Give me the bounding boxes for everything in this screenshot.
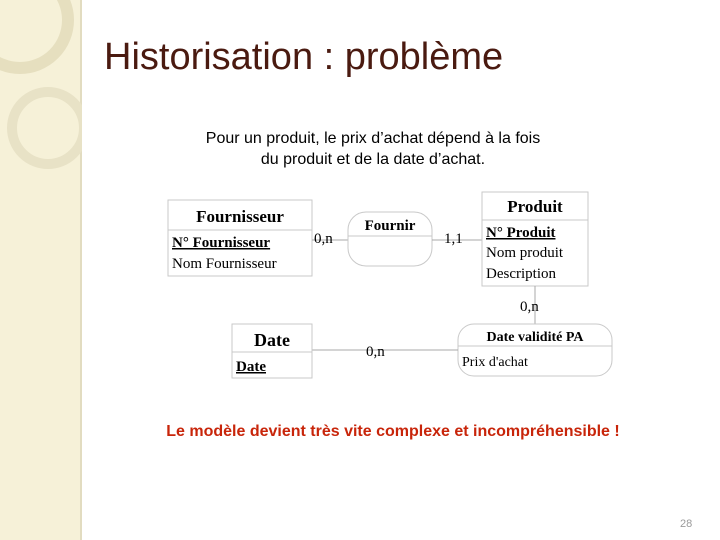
entity-fournisseur-attribute: Nom Fournisseur: [172, 256, 277, 272]
slide-title: Historisation : problème: [104, 36, 504, 78]
subtitle-line-1: Pour un produit, le prix d’achat dépend à la fois: [205, 130, 541, 147]
entity-produit-key: N° Produit: [486, 225, 556, 241]
entity-fournisseur-name: Fournisseur: [196, 207, 284, 226]
subtitle-line-2: du produit et de la date d’achat.: [260, 151, 486, 168]
entity-fournisseur-key: N° Fournisseur: [172, 235, 271, 251]
decorative-circles: [0, 0, 82, 200]
entity-produit: [482, 192, 588, 286]
slide-subtitle: [140, 128, 606, 170]
association-date-validite-name: Date validité PA: [486, 330, 584, 345]
association-fournir: [348, 212, 432, 266]
entity-produit-attribute-1: Nom produit: [486, 245, 564, 261]
entity-fournisseur: [168, 200, 312, 276]
cardinality-produit-date-validite: 0,n: [520, 299, 539, 315]
association-date-validite-pa: [458, 324, 612, 376]
association-fournir-name: Fournir: [364, 218, 416, 234]
entity-produit-name: Produit: [507, 197, 563, 216]
mcd-diagram: [160, 190, 630, 390]
cardinality-fournisseur-fournir: 0,n: [314, 231, 333, 247]
page-number: 28: [680, 518, 693, 530]
entity-date-name: Date: [254, 330, 290, 350]
cardinality-fournir-produit: 1,1: [444, 231, 463, 247]
entity-date-key: Date: [236, 359, 266, 375]
entity-produit-attribute-2: Description: [486, 266, 556, 282]
association-date-validite-attribute: Prix d'achat: [462, 355, 528, 370]
conclusion-text: Le modèle devient très vite complexe et incompréhensible !: [166, 423, 620, 440]
cardinality-date-date-validite: 0,n: [366, 344, 385, 360]
entity-date: [232, 324, 312, 378]
